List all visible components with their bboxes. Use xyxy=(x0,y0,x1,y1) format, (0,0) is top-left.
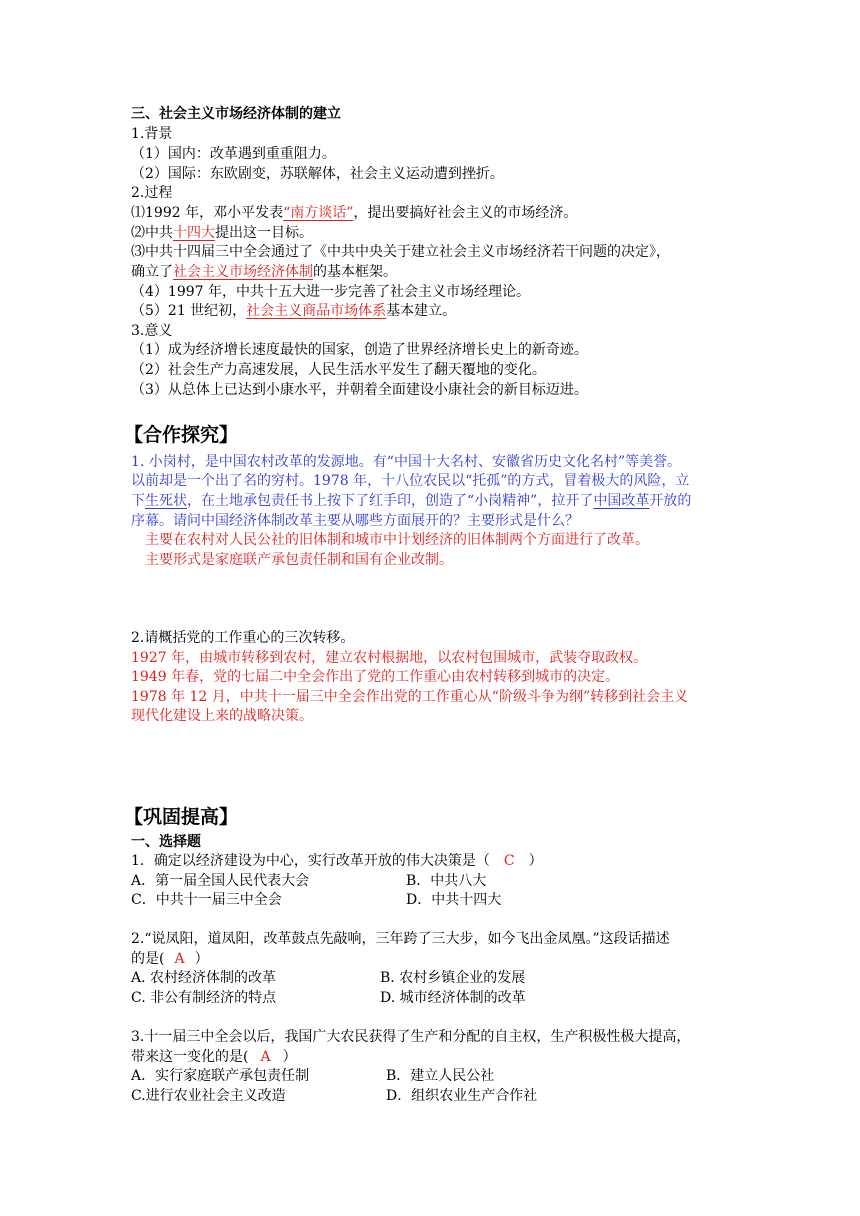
explore-q1-line-3 xyxy=(131,492,731,512)
text: ，提出要搞好社会主义的市场经济。 xyxy=(353,205,578,221)
text: （5）21 世纪初， xyxy=(131,303,247,319)
choice-q3-option-d: D．组织农业生产合作社 xyxy=(386,1088,538,1104)
text: 确立了 xyxy=(131,264,173,280)
text: ） xyxy=(282,1049,297,1065)
keyword: 社会主义市场经济体制 xyxy=(173,264,313,280)
explore-a2-line-4: 现代化建设上来的战略决策。 xyxy=(131,708,313,724)
explore-q1-line-1: 1. 小岗村，是中国农村改革的发源地。有“中国十大名村、安徽省历史文化名村”等美誉。 xyxy=(131,454,682,470)
explore-a2-line-3: 1978 年 12 月，中共十一届三中全会作出党的工作重心从“阶级斗争为纲”转移到社会主义 xyxy=(131,689,689,705)
explore-a1-line-1: 主要在农村对人民公社的旧体制和城市中计划经济的旧体制两个方面进行了改革。 xyxy=(145,532,649,548)
text: ⑴1992 年，邓小平发表 xyxy=(131,205,284,221)
choice-q3-option-b: B．建立人民公社 xyxy=(386,1068,495,1084)
text: 带来这一变化的是( xyxy=(131,1049,249,1065)
explore-heading: 【合作探究】 xyxy=(124,424,239,446)
process-heading: 2.过程 xyxy=(131,185,173,201)
explore-q2: 2.请概括党的工作重心的三次转移。 xyxy=(131,630,355,646)
text: 基本建立。 xyxy=(386,303,457,319)
keyword: 中国改革 xyxy=(593,493,650,509)
significance-item-1: （1）成为经济增长速度最快的国家，创造了世界经济增长史上的新奇迹。 xyxy=(131,342,588,358)
process-item-5 xyxy=(131,302,731,322)
text: 开放的 xyxy=(649,493,692,509)
significance-heading: 3.意义 xyxy=(131,323,173,339)
choice-q2-option-c: C. 非公有制经济的特点 xyxy=(131,990,277,1006)
choice-q3-line-1: 3.十一届三中全会以后，我国广大农民获得了生产和分配的自主权，生产积极性极大提高， xyxy=(131,1029,691,1045)
text: ） xyxy=(528,853,543,869)
answer: A xyxy=(174,951,185,967)
consolidate-heading: 【巩固提高】 xyxy=(124,806,239,828)
explore-q1-line-4: 序幕。请问中国经济体制改革主要从哪些方面展开的？主要形式是什么？ xyxy=(131,513,579,529)
significance-item-2: （2）社会生产力高速发展，人民生活水平发生了翻天覆地的变化。 xyxy=(131,362,546,378)
keyword: 十四大 xyxy=(173,225,215,241)
text: 1．确定以经济建设为中心，实行改革开放的伟大决策是（ xyxy=(131,853,490,869)
background-heading: 1.背景 xyxy=(131,126,173,142)
text: 提出这一目标。 xyxy=(215,225,313,241)
text: 的是( xyxy=(131,951,165,967)
choice-q2-line-1: 2.“说凤阳，道凤阳，改革鼓点先敲响，三年跨了三大步，如今飞出金凤凰。”这段话描述 xyxy=(131,931,670,947)
background-item-2: （2）国际：东欧剧变，苏联解体，社会主义运动遭到挫折。 xyxy=(131,166,504,182)
process-item-4: （4）1997 年，中共十五大进一步完善了社会主义市场经理论。 xyxy=(131,284,530,300)
process-item-1 xyxy=(131,204,731,224)
choice-q1-option-d: D．中共十四大 xyxy=(406,892,502,908)
choice-q2-option-d: D. 城市经济体制的改革 xyxy=(380,990,526,1006)
choice-q1-option-b: B．中共八大 xyxy=(406,873,487,889)
choice-q3-line-2 xyxy=(131,1048,731,1068)
explore-a2-line-1: 1927 年，由城市转移到农村，建立农村根据地，以农村包围城市，武装夺取政权。 xyxy=(131,650,648,666)
choice-subheading: 一、选择题 xyxy=(131,834,201,850)
choice-q2-line-2 xyxy=(131,950,731,970)
keyword: 生死状 xyxy=(145,493,187,509)
process-item-3-line-1: ⑶中共十四届三中全会通过了《中共中央关于建立社会主义市场经济若干问题的决定》， xyxy=(131,244,670,260)
choice-q2-option-b: B. 农村乡镇企业的发展 xyxy=(380,970,526,986)
process-item-2 xyxy=(131,224,731,244)
text: 下 xyxy=(131,493,145,509)
choice-q1-stem xyxy=(131,852,731,872)
process-item-3-line-2 xyxy=(131,263,731,283)
choice-q3-option-c: C.进行农业社会主义改造 xyxy=(131,1088,286,1104)
choice-q2-option-a: A. 农村经济体制的改革 xyxy=(131,970,277,986)
text: ⑵中共 xyxy=(131,225,173,241)
keyword: “南方谈话” xyxy=(283,205,354,221)
explore-a1-line-2: 主要形式是家庭联产承包责任制和国有企业改制。 xyxy=(145,552,453,568)
keyword: 社会主义商品市场体系 xyxy=(246,303,387,319)
answer: A xyxy=(260,1049,271,1065)
explore-a2-line-2: 1949 年春，党的七届二中全会作出了党的工作重心由农村转移到城市的决定。 xyxy=(131,669,620,685)
choice-q1-option-c: C．中共十一届三中全会 xyxy=(131,892,282,908)
text: ，在土地承包责任书上按下了红手印，创造了“小岗精神”，拉开了 xyxy=(187,493,594,509)
explore-q1-line-2: 以前却是一个出了名的穷村。1978 年，十八位农民以“托孤”的方式，冒着极大的风险，立 xyxy=(131,473,690,489)
section-title: 三、社会主义市场经济体制的建立 xyxy=(131,106,341,122)
text: ） xyxy=(194,951,209,967)
significance-item-3: （3）从总体上已达到小康水平，并朝着全面建设小康社会的新目标迈进。 xyxy=(131,382,588,398)
answer: C xyxy=(503,853,515,869)
text: 的基本框架。 xyxy=(313,264,397,280)
choice-q1-option-a: A．第一届全国人民代表大会 xyxy=(131,873,310,889)
background-item-1: （1）国内：改革遇到重重阻力。 xyxy=(131,146,336,162)
choice-q3-option-a: A．实行家庭联产承包责任制 xyxy=(131,1068,310,1084)
